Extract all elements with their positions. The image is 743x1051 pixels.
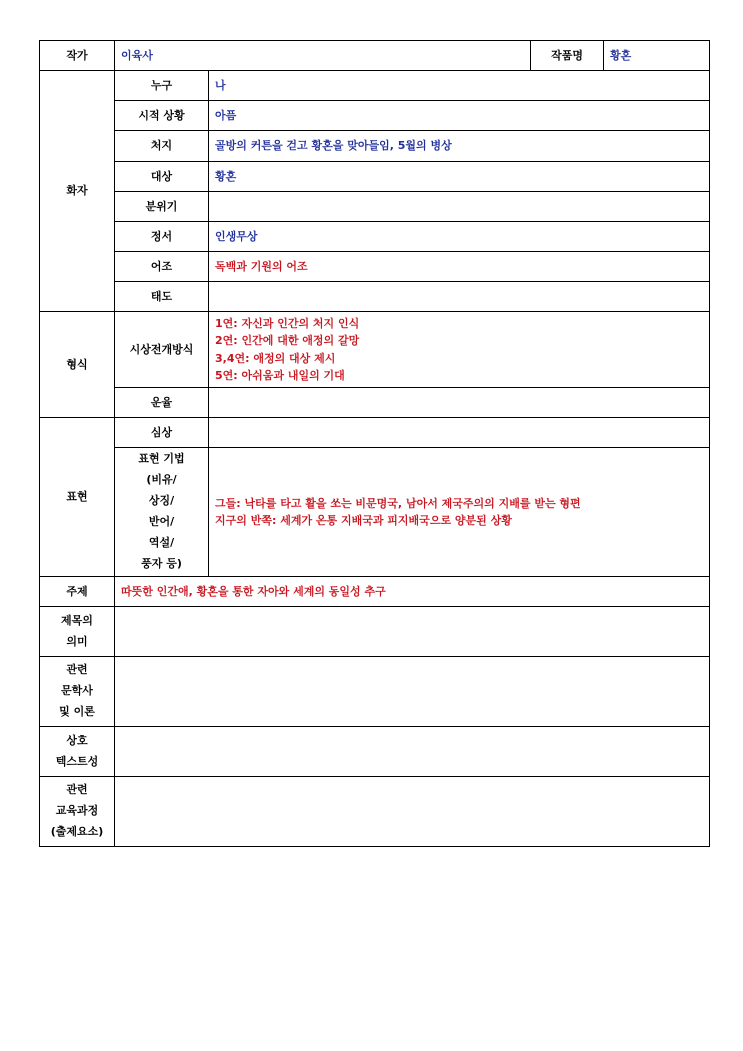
label-line: 및 이론 [59,704,95,718]
technique-label-line: 상징/ [148,494,175,508]
speaker-row [40,252,710,282]
rhythm-value [209,388,710,418]
row-label: 처지 [115,131,209,162]
speaker-label: 화자 [40,71,115,312]
label-line: 관련 [66,663,88,677]
expression-label: 표현 [40,418,115,577]
intertextuality-value [115,727,710,777]
intertextuality-label [40,727,115,777]
imagery-value [209,418,710,448]
row-value: 황혼 [209,162,710,192]
speaker-row [40,222,710,252]
label-line: 상호 [66,733,88,747]
technique-label-line: 역설/ [148,535,175,549]
intertextuality-row [40,727,710,777]
technique-line: 그들: 낙타를 타고 활을 쏘는 비문명국, 남아서 제국주의의 지배를 받는 형편 [215,496,581,510]
theme-label: 주제 [40,577,115,607]
label-line: 교육과정 [55,804,99,818]
form-label: 형식 [40,312,115,418]
technique-label-line: 반어/ [148,515,175,528]
label-line: 의미 [66,634,88,648]
row-label: 정서 [115,222,209,252]
title-meaning-label [40,607,115,657]
technique-line: 지구의 반쪽: 세계가 온통 지배국과 피지배국으로 양분된 상황 [215,514,512,527]
author-value: 이육사 [115,41,531,71]
label-line: 관련 [66,783,88,797]
row-value: 아픔 [209,101,710,131]
curriculum-row [40,777,710,847]
speaker-row [40,71,710,101]
label-line: (출제요소) [50,824,104,838]
technique-value [209,448,710,577]
row-value: 인생무상 [209,222,710,252]
structure-value [209,312,710,388]
label-line: 문학사 [61,684,93,698]
theme-value: 따뜻한 인간애, 황혼을 통한 자아와 세계의 동일성 추구 [115,577,710,607]
structure-line: 5연: 아쉬움과 내일의 기대 [215,368,345,382]
structure-label: 시상전개방식 [115,312,209,388]
row-label: 누구 [115,71,209,101]
row-label: 대상 [115,162,209,192]
label-line: 텍스트성 [55,754,99,768]
header-row [40,41,710,71]
title-meaning-value [115,607,710,657]
row-label: 분위기 [115,192,209,222]
expression-imagery-row [40,418,710,448]
analysis-sheet [39,40,710,847]
author-label: 작가 [40,41,115,71]
curriculum-value [115,777,710,847]
literary-history-value [115,657,710,727]
theme-row [40,577,710,607]
rhythm-label: 운율 [115,388,209,418]
speaker-row [40,101,710,131]
imagery-label: 심상 [115,418,209,448]
speaker-row [40,162,710,192]
form-rhythm-row [40,388,710,418]
title-meaning-row [40,607,710,657]
speaker-row [40,192,710,222]
technique-label [115,448,209,577]
literary-history-label [40,657,115,727]
row-value: 나 [209,71,710,101]
structure-line: 2연: 인간에 대한 애정의 갈망 [215,334,360,348]
literary-history-row [40,657,710,727]
work-value: 황혼 [604,41,710,71]
structure-line: 1연: 자신과 인간의 처지 인식 [215,317,360,331]
speaker-row [40,131,710,162]
expression-technique-row [40,448,710,577]
row-value: 독백과 기원의 어조 [209,252,710,282]
row-value [209,192,710,222]
row-value [209,282,710,312]
label-line: 제목의 [61,613,93,627]
technique-label-line: 표현 기법 [138,452,185,466]
row-value: 골방의 커튼을 걷고 황혼을 맞아들임, 5월의 병상 [209,131,710,162]
row-label: 어조 [115,252,209,282]
technique-label-line: (비유/ [146,473,177,487]
form-structure-row [40,312,710,388]
work-label: 작품명 [531,41,604,71]
speaker-row [40,282,710,312]
row-label: 태도 [115,282,209,312]
curriculum-label [40,777,115,847]
row-label: 시적 상황 [115,101,209,131]
technique-label-line: 풍자 등) [141,556,182,570]
structure-line: 3,4연: 애정의 대상 제시 [215,351,336,365]
